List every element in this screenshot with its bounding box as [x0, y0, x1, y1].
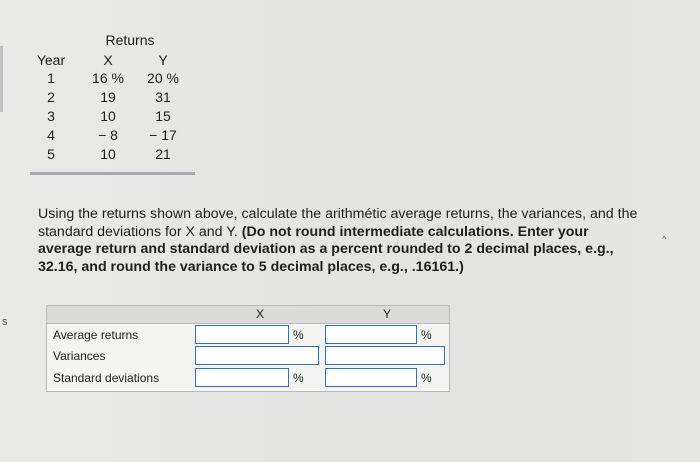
year-cell: 2: [47, 89, 55, 105]
table-row: [30, 108, 195, 126]
y-return-cell: 20 %: [147, 70, 179, 86]
year-cell: 1: [47, 70, 55, 86]
year-header: Year: [36, 52, 66, 68]
y-return-cell: 21: [155, 146, 171, 162]
y-header: Y: [158, 52, 168, 68]
y-return-cell: 31: [155, 89, 171, 105]
avg-return-y-input[interactable]: [325, 325, 417, 344]
y-return-cell: 15: [155, 108, 171, 124]
question-text: [38, 206, 638, 276]
left-margin-bar: [0, 46, 3, 112]
std-dev-y-input[interactable]: [325, 368, 417, 387]
row-label-standard-deviations: Standard deviations: [53, 371, 160, 385]
table-row: [30, 146, 195, 164]
year-cell: 3: [47, 108, 55, 124]
table-row: [30, 89, 195, 107]
x-return-cell: − 8: [98, 127, 118, 143]
y-return-cell: − 17: [149, 127, 177, 143]
returns-group-header: Returns: [105, 32, 155, 48]
returns-header-row: [30, 52, 195, 70]
percent-unit: %: [293, 371, 304, 385]
margin-mark: s: [2, 316, 8, 328]
question-instructions: (Do not round intermediate calculations. Enter your average return and standard deviation as a percent rounded to 2 decimal places, e.g., 32.16, and round the variance to 5 decimal places, e.g., .16161.): [38, 223, 614, 275]
answer-grid: [46, 305, 450, 392]
variance-y-input[interactable]: [325, 346, 445, 365]
x-return-cell: 10: [100, 146, 116, 162]
answer-col-y: Y: [382, 307, 391, 321]
row-label-average-returns: Average returns: [53, 328, 139, 342]
table-row: [30, 70, 195, 88]
table-row: [30, 127, 195, 145]
x-header: X: [103, 52, 113, 68]
percent-unit: %: [421, 371, 432, 385]
std-dev-x-input[interactable]: [195, 368, 289, 387]
avg-return-x-input[interactable]: [195, 325, 289, 344]
answer-col-x: X: [255, 307, 264, 321]
variance-x-input[interactable]: [195, 346, 319, 365]
question-plain: Using the returns shown above, calculate the arithmétic average returns, the variances, and the standard deviations for X and Y.: [38, 206, 638, 240]
row-label-variances: Variances: [53, 349, 106, 363]
percent-unit: %: [293, 328, 304, 342]
year-cell: 5: [47, 146, 55, 162]
caret-icon: ^: [662, 234, 667, 244]
year-cell: 4: [47, 127, 55, 143]
answer-header-row: [47, 306, 449, 324]
x-return-cell: 10: [100, 108, 116, 124]
table-bottom-rule: [30, 172, 195, 175]
x-return-cell: 19: [100, 89, 116, 105]
x-return-cell: 16 %: [92, 70, 124, 86]
percent-unit: %: [421, 328, 432, 342]
